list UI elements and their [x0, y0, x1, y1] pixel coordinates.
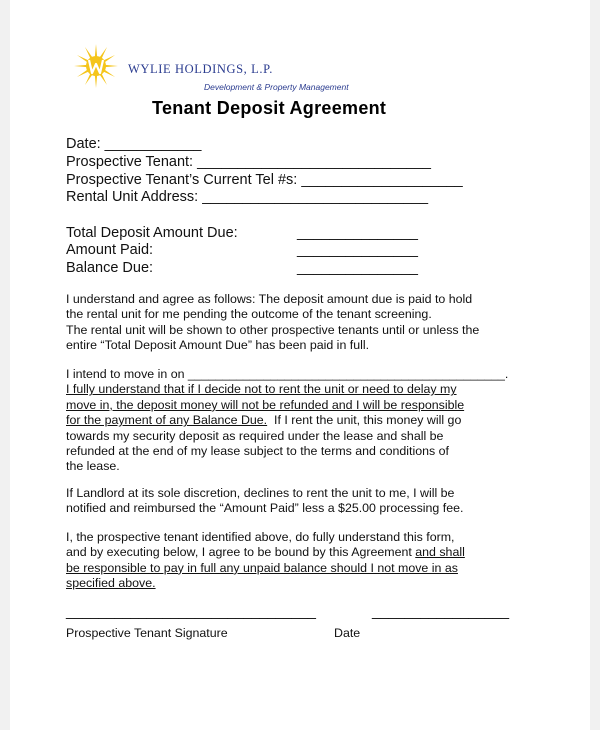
paragraph-line: The rental unit will be shown to other prospective tenants until or unless the — [66, 322, 480, 337]
paragraph-line: notified and reimbursed the “Amount Paid” less a $25.00 processing fee. — [66, 501, 464, 516]
plain-text: and by executing below, I agree to be bound by this Agreement — [66, 545, 416, 560]
signature-label: Prospective Tenant Signature — [66, 626, 228, 640]
amount-paid-label: Amount Paid: — [66, 242, 154, 258]
current-tel-field[interactable]: Prospective Tenant’s Current Tel #s: ____________________ — [66, 172, 463, 188]
move-in-date-line[interactable]: I intend to move in on ______________________________________________. — [66, 367, 509, 381]
paragraph-line: I, the prospective tenant identified above, do fully understand this form, — [66, 530, 455, 544]
signature-line[interactable]: _______________________________ — [66, 604, 316, 620]
plain-text: If I rent the unit, this money will go — [267, 413, 462, 428]
paragraph-line: towards my security deposit as required under the lease and shall be — [66, 428, 444, 443]
paragraph-acknowledgement — [66, 530, 465, 592]
sun-ray — [104, 65, 118, 68]
balance-due-label: Balance Due: — [66, 260, 154, 276]
paragraph-line: specified above. — [66, 576, 156, 591]
paragraph-line: refunded at the end of my lease subject to the terms and conditions of — [66, 444, 449, 459]
sun-logo-icon — [66, 40, 126, 90]
paragraph-line: the lease. — [66, 459, 120, 474]
balance-due-blank[interactable]: _______________ — [297, 260, 418, 276]
date-field[interactable]: Date: ____________ — [66, 136, 202, 152]
total-deposit-blank[interactable]: _______________ — [297, 225, 418, 241]
underlined-text: for the payment of any Balance Due. — [66, 413, 268, 428]
amount-paid-blank[interactable]: _______________ — [297, 242, 418, 258]
paragraph-line: the rental unit for me pending the outcome of the tenant screening. — [66, 307, 432, 322]
page-title: Tenant Deposit Agreement — [152, 98, 387, 118]
paragraph-line: I understand and agree as follows: The deposit amount due is paid to hold — [66, 292, 473, 306]
paragraph-line: I fully understand that if I decide not to rent the unit or need to delay my — [66, 382, 457, 397]
paragraph-line: entire “Total Deposit Amount Due” has been paid in full. — [66, 338, 370, 353]
paragraph-move-in — [66, 367, 508, 475]
paragraph-line: If Landlord at its sole discretion, declines to rent the unit to me, I will be — [66, 486, 455, 500]
sun-ray — [95, 74, 98, 88]
total-deposit-label: Total Deposit Amount Due: — [66, 225, 238, 241]
signature-date-label: Date — [334, 626, 361, 640]
paragraph-landlord-decline — [66, 486, 463, 517]
sun-ray — [74, 65, 88, 68]
paragraph-line — [66, 545, 465, 560]
rental-unit-address-field[interactable]: Rental Unit Address: ____________________________ — [66, 189, 429, 205]
signature-date-line[interactable]: _________________ — [372, 604, 510, 620]
paragraph-line: be responsible to pay in full any unpaid balance should I not move in as — [66, 560, 458, 575]
paragraph-line — [66, 413, 508, 428]
prospective-tenant-field[interactable]: Prospective Tenant: _____________________________ — [66, 154, 431, 170]
underlined-text: and shall — [415, 545, 465, 560]
paragraph-line: move in, the deposit money will not be refunded and I will be responsible — [66, 397, 465, 412]
company-tagline: Development & Property Management — [204, 82, 349, 92]
sun-ray — [95, 44, 98, 58]
company-name: WYLIE HOLDINGS, L.P. — [128, 62, 273, 76]
paragraph-agreement — [66, 292, 479, 354]
